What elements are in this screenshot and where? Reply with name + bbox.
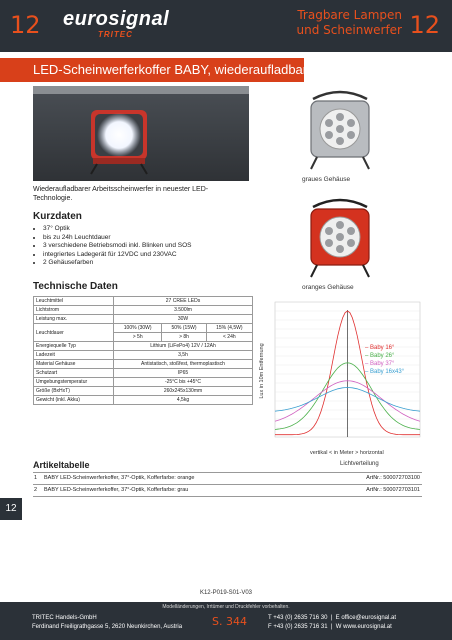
product-banner [0, 58, 308, 82]
artikel-qty: 1 [34, 475, 38, 481]
product-photo-main [33, 86, 249, 181]
tech-heading: Technische Daten [33, 281, 118, 292]
chart-xlabel: vertikal < in Meter > horizontal [310, 450, 384, 456]
page-number-left: 12 [10, 11, 41, 39]
intro-text: Wiederaufladbarer Arbeitsscheinwerfer in neuester LED-Technologie. [33, 186, 209, 202]
footer-contact: T +43 (0) 2635 716 30 | E office@eurosignal.at F +43 (0) 2635 716 31 | W www.eurosignal.at [268, 615, 397, 630]
document-code: K12-P019-S01-V03 [199, 590, 253, 596]
spec-table [33, 296, 253, 405]
table-row [33, 485, 422, 497]
list-item: • integriertes Ladegerät für 12VDC und 230VAC [43, 251, 192, 260]
table-row [34, 315, 253, 324]
company-name: TRITEC Handels-GmbH [32, 615, 97, 621]
artikel-number: ArtNr.: 500072703101 [366, 487, 420, 493]
footer-bar [0, 602, 452, 640]
spec-value: -25°C bis +45°C [114, 378, 253, 387]
table-row [34, 378, 253, 387]
footer-page-number: S. 344 [212, 615, 247, 628]
section-title-line2: und Scheinwerfer [296, 23, 402, 37]
header-bar [0, 0, 452, 52]
spec-value: > 8h [162, 333, 206, 342]
table-row [34, 369, 253, 378]
spec-label: Energiequelle Typ [34, 342, 114, 351]
spec-value: < 24h [206, 333, 252, 342]
footer-phone: T +43 (0) 2635 716 30 [268, 615, 328, 621]
legend-entry: – Baby 26° [365, 353, 395, 359]
chart-ylabel: Lux in 10m Entfernung [259, 343, 265, 399]
spec-label: Ladezeit [34, 351, 114, 360]
chart-legend [365, 344, 404, 376]
table-row [34, 342, 253, 351]
table-row [34, 351, 253, 360]
spec-value: 3,5h [114, 351, 253, 360]
spec-label: Leuchtmittel [34, 297, 114, 306]
list-item: • 3 verschiedene Betriebsmodi inkl. Blinken und SOS [43, 242, 192, 251]
table-row [33, 473, 422, 485]
table-row [34, 297, 253, 306]
caption-orange-case: oranges Gehäuse [302, 284, 354, 291]
spec-value: Lithium (LiFePo4) 12V / 12Ah [114, 342, 253, 351]
brand-logo-sub: TRITEC [98, 30, 133, 39]
spec-label: Leuchtdauer [34, 324, 114, 342]
spec-value: IP65 [114, 369, 253, 378]
spec-label: Umgebungstemperatur [34, 378, 114, 387]
legend-entry: – Baby 16x43° [365, 369, 405, 375]
artikel-number: ArtNr.: 500072703100 [366, 475, 420, 481]
footer-disclaimer: Modelländerungen, Irrtümer und Druckfehler vorbehalten. [162, 604, 290, 610]
spec-value: 15% (4,5W) [206, 324, 252, 333]
footer-fax: F +43 (0) 2635 716 31 [268, 624, 328, 630]
product-photo-orange [303, 195, 378, 280]
spec-label: Schutzart [34, 369, 114, 378]
list-item: • 2 Gehäusefarben [43, 259, 192, 268]
artikel-desc: BABY LED-Scheinwerferkoffer, 37°-Optik, Kofferfarbe: orange [44, 475, 195, 481]
footer-web: W www.eurosignal.at [335, 624, 392, 630]
spec-value: 50% (15W) [162, 324, 206, 333]
spec-value: 260x245x130mm [114, 387, 253, 396]
spec-value: 27 CREE LEDs [114, 297, 253, 306]
artikel-heading: Artikeltabelle [33, 460, 90, 470]
footer-address [32, 614, 182, 632]
spec-label: Material Gehäuse [34, 360, 114, 369]
table-row [34, 360, 253, 369]
chart-subtitle: Lichtverteilung [340, 461, 379, 467]
spec-label: Gewicht (inkl. Akku) [34, 396, 114, 405]
section-title-line1: Tragbare Lampen [297, 8, 402, 22]
spec-value: 100% (30W) [114, 324, 162, 333]
artikel-table [33, 472, 422, 497]
legend-entry: – Baby 16° [365, 345, 395, 351]
table-row [34, 306, 253, 315]
spec-value: 30W [114, 315, 253, 324]
spec-value: 4,5kg [114, 396, 253, 405]
product-title: LED-Scheinwerferkoffer BABY, wiederaufladbar [33, 62, 308, 77]
kurzdaten-list [33, 225, 192, 268]
footer-email: E office@eurosignal.at [335, 615, 397, 621]
table-row [34, 324, 253, 333]
spec-label: Größe (BxHxT) [34, 387, 114, 396]
artikel-desc: BABY LED-Scheinwerferkoffer, 37°-Optik, Kofferfarbe: grau [44, 487, 189, 493]
section-title [297, 8, 402, 38]
artikel-qty: 2 [34, 487, 38, 493]
spec-value: 3.500lm [114, 306, 253, 315]
kurzdaten-heading: Kurzdaten [33, 211, 82, 222]
legend-entry: – Baby 37° [365, 361, 395, 367]
spec-label: Lichtstrom [34, 306, 114, 315]
spec-label: Leistung max. [34, 315, 114, 324]
spec-value: > 5h [114, 333, 162, 342]
spec-value: Antistatisch, stoßfest, thermoplastisch [114, 360, 253, 369]
chapter-tab: 12 [0, 498, 22, 520]
list-item: • 37° Optik [43, 225, 192, 234]
list-item: • bis zu 24h Leuchtdauer [43, 234, 192, 243]
brand-logo: eurosignal [63, 8, 170, 30]
company-address: Ferdinand Freiligrathgasse 5, 2620 Neunkirchen, Austria [32, 624, 183, 630]
table-row [34, 387, 253, 396]
product-photo-grey [303, 87, 378, 172]
table-row [34, 396, 253, 405]
caption-grey-case: graues Gehäuse [302, 176, 351, 183]
page-number-right: 12 [409, 11, 440, 39]
